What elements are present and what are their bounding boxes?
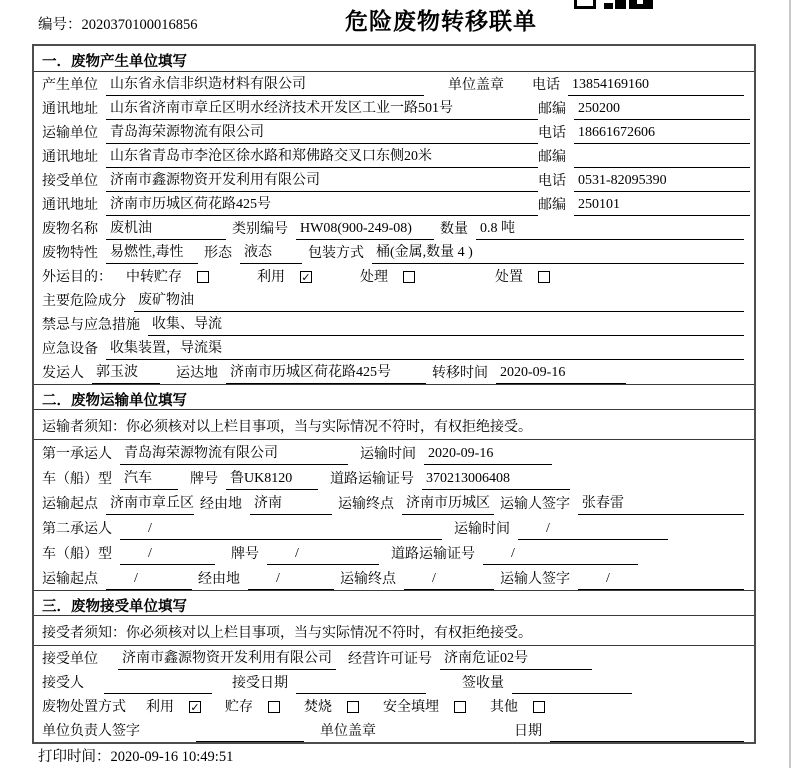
form-row-vehicle1 <box>34 465 754 490</box>
transporter-value: 青岛海荣源物流有限公司 <box>106 121 538 144</box>
form-row-transporter-address <box>34 144 754 168</box>
transport-time-label: 运输时间 <box>454 522 510 537</box>
road-license-label: 道路运输证号 <box>391 547 475 562</box>
print-time-line <box>38 745 233 766</box>
qr-block <box>615 0 626 9</box>
dispose-checkbox <box>538 271 550 283</box>
permit-value: 济南危证02号 <box>440 647 592 670</box>
form-row-receiver <box>34 168 754 192</box>
zip-label: 邮编 <box>538 102 566 117</box>
terminus-label: 运输终点 <box>340 572 396 587</box>
phone-label: 电话 <box>538 174 566 189</box>
transport-time2-value: / <box>518 521 668 540</box>
form-row-waste-property <box>34 240 754 264</box>
category-label: 类别编号 <box>232 222 288 237</box>
form-label: 形态 <box>204 246 232 261</box>
terminus-label: 运输终点 <box>338 497 394 512</box>
form-row-route1 <box>34 490 754 515</box>
origin-label: 运输起点 <box>42 497 98 512</box>
receiver-value: 济南市鑫源物资开发利用有限公司 <box>106 169 538 192</box>
receiver-zip-value: 250101 <box>574 197 750 216</box>
utilize-checkbox: ✓ <box>301 271 311 284</box>
road-license-label: 道路运输证号 <box>330 472 414 487</box>
origin2-value: / <box>106 571 192 590</box>
purpose-option-label: 处置 <box>495 270 523 285</box>
property-value: 易燃性,毒性 <box>106 241 198 264</box>
accept-date-value <box>296 676 426 694</box>
section-receiver <box>34 590 754 742</box>
via-label: 经由地 <box>198 572 240 587</box>
treat-checkbox <box>403 271 415 283</box>
accept-unit-value: 济南市鑫源物资开发利用有限公司 <box>118 647 336 670</box>
disposal-option-label: 焚烧 <box>304 700 332 715</box>
other-checkbox <box>533 701 545 713</box>
transfer-time-value: 2020-09-16 <box>496 365 626 384</box>
section3-heading: 三．废物接受单位填写 <box>34 590 754 616</box>
print-time-value: 2020-09-16 10:49:51 <box>110 749 234 765</box>
carrier-sign-label: 运输人签字 <box>500 572 570 587</box>
transfer-storage-checkbox <box>197 271 209 283</box>
unit-seal-label: 单位盖章 <box>448 78 504 93</box>
form-row-purpose <box>34 264 754 288</box>
form-row-transporter <box>34 120 754 144</box>
equipment-value: 收集装置，导流渠 <box>106 337 744 360</box>
carrier-sign-label: 运输人签字 <box>500 497 570 512</box>
address-label: 通讯地址 <box>42 198 98 213</box>
transporter-phone-value: 18661672606 <box>574 125 750 144</box>
equipment-label: 应急设备 <box>42 342 98 357</box>
section-transporter <box>34 384 754 590</box>
date-label: 日期 <box>514 724 542 739</box>
acceptor-value <box>104 676 212 694</box>
transporter-zip-value <box>574 150 750 168</box>
form-row-vehicle2 <box>34 540 754 565</box>
sign-qty-label: 签收量 <box>462 676 504 691</box>
form-row-carrier2 <box>34 515 754 540</box>
print-time-label: 打印时间： <box>38 749 111 765</box>
address-label: 通讯地址 <box>42 102 98 117</box>
disposal-label: 废物处置方式 <box>42 700 126 715</box>
form-row-disposal <box>34 694 754 718</box>
shipper-value: 郭玉波 <box>92 361 160 384</box>
head-sign-label: 单位负责人签字 <box>42 724 140 739</box>
disposal-option-label: 贮存 <box>225 700 253 715</box>
road-license2-value: / <box>483 546 638 565</box>
form-row-shipper <box>34 360 754 384</box>
emergency-value: 收集、导流 <box>148 313 744 336</box>
receiver-phone-value: 0531-82095390 <box>574 173 750 192</box>
purpose-label: 外运目的： <box>42 270 112 285</box>
receiver-label: 接受单位 <box>42 174 98 189</box>
plate-label: 牌号 <box>231 547 259 562</box>
plate1-value: 鲁UK8120 <box>226 467 318 490</box>
origin1-value: 济南市章丘区 <box>106 492 194 515</box>
address-label: 通讯地址 <box>42 150 98 165</box>
transporter-address-value: 山东省青岛市李沧区徐水路和郑佛路交叉口东侧20米 <box>106 145 538 168</box>
form-row-carrier1 <box>34 440 754 465</box>
generator-phone-value: 13854169160 <box>568 77 744 96</box>
qr-block <box>629 0 653 9</box>
transporter-notice: 运输者须知：你必须核对以上栏目事项，当与实际情况不符时，有权拒绝接受。 <box>34 410 754 440</box>
disposal-option-label: 安全填埋 <box>383 700 439 715</box>
carrier1-label: 第一承运人 <box>42 447 112 462</box>
form-row-generator-address <box>34 96 754 120</box>
phone-label: 电话 <box>538 126 566 141</box>
vehicle-label: 车（船）型 <box>42 547 112 562</box>
serial-value: 2020370100016856 <box>81 17 198 33</box>
form-row-accept-unit <box>34 646 754 670</box>
destination-value: 济南市历城区荷花路425号 <box>226 361 426 384</box>
unit-seal-label: 单位盖章 <box>320 724 376 739</box>
quantity-value: 0.8 吨 <box>476 217 744 240</box>
vehicle1-value: 汽车 <box>120 467 178 490</box>
storage-checkbox <box>268 701 280 713</box>
phone-label: 电话 <box>532 78 560 93</box>
carrier1-value: 青岛海荣源物流有限公司 <box>120 442 348 465</box>
transfer-form-table <box>32 44 756 744</box>
category-value: HW08(900-249-08) <box>296 221 434 240</box>
via-label: 经由地 <box>200 497 242 512</box>
page-title: 危险废物转移联单 <box>345 8 537 34</box>
generator-address-value: 山东省济南市章丘区明水经济技术开发区工业一路501号 <box>106 97 538 120</box>
plate-label: 牌号 <box>190 472 218 487</box>
vehicle2-value: / <box>120 546 215 565</box>
waste-name-label: 废物名称 <box>42 222 98 237</box>
receiver-address-value: 济南市历城区荷花路425号 <box>106 193 538 216</box>
purpose-option-label: 中转贮存 <box>126 270 182 285</box>
plate2-value: / <box>267 546 379 565</box>
quantity-label: 数量 <box>440 222 468 237</box>
qr-block <box>574 0 596 9</box>
shipper-label: 发运人 <box>42 366 84 381</box>
receiver-notice: 接受者须知：你必须核对以上栏目事项，当与实际情况不符时，有权拒绝接受。 <box>34 616 754 646</box>
disposal-option-label: 其他 <box>490 700 518 715</box>
form-row-receiver-address <box>34 192 754 216</box>
generator-zip-value: 250200 <box>574 101 750 120</box>
purpose-option-label: 处理 <box>360 270 388 285</box>
waste-name-value: 废机油 <box>106 217 226 240</box>
acceptor-label: 接受人 <box>42 676 84 691</box>
road-license1-value: 370213006408 <box>422 471 570 490</box>
destination-label: 运达地 <box>176 366 218 381</box>
landfill-checkbox <box>454 701 466 713</box>
terminus2-value: / <box>404 571 494 590</box>
qr-code-fragment <box>574 0 654 10</box>
section2-heading: 二．废物运输单位填写 <box>34 384 754 410</box>
serial-label: 编号： <box>38 17 82 33</box>
form-row-equipment <box>34 336 754 360</box>
transport-time1-value: 2020-09-16 <box>424 446 552 465</box>
hazard-label: 主要危险成分 <box>42 294 126 309</box>
via2-value: / <box>248 571 334 590</box>
qr-block <box>604 3 613 9</box>
purpose-option-label: 利用 <box>257 270 285 285</box>
form-row-emergency <box>34 312 754 336</box>
origin-label: 运输起点 <box>42 572 98 587</box>
form-row-waste-name <box>34 216 754 240</box>
carrier2-value: / <box>120 521 442 540</box>
head-sign-value <box>196 724 304 742</box>
page-edge-line <box>789 0 791 768</box>
vehicle-label: 车（船）型 <box>42 472 112 487</box>
property-label: 废物特性 <box>42 246 98 261</box>
packing-label: 包装方式 <box>308 246 364 261</box>
transfer-time-label: 转移时间 <box>432 366 488 381</box>
carrier-sign2-value: / <box>578 571 744 590</box>
zip-label: 邮编 <box>538 150 566 165</box>
incinerate-checkbox <box>347 701 359 713</box>
packing-value: 桶(金属,数量 4 ) <box>372 241 744 264</box>
utilize-checkbox: ✓ <box>190 701 200 714</box>
accept-unit-label: 接受单位 <box>42 652 98 667</box>
form-row-hazard <box>34 288 754 312</box>
form-row-head-sign <box>34 718 754 742</box>
section1-heading: 一．废物产生单位填写 <box>34 46 754 72</box>
form-row-acceptor <box>34 670 754 694</box>
date-value <box>550 724 744 742</box>
permit-label: 经营许可证号 <box>348 652 432 667</box>
form-value: 液态 <box>240 241 302 264</box>
section-generator <box>34 46 754 384</box>
disposal-option-label: 利用 <box>146 700 174 715</box>
emergency-label: 禁忌与应急措施 <box>42 318 140 333</box>
via1-value: 济南 <box>250 492 332 515</box>
form-row-generator <box>34 72 754 96</box>
carrier-sign1-value: 张春雷 <box>578 492 744 515</box>
carrier2-label: 第二承运人 <box>42 522 112 537</box>
hazard-value: 废矿物油 <box>134 289 744 312</box>
accept-date-label: 接受日期 <box>232 676 288 691</box>
generator-label: 产生单位 <box>42 78 98 93</box>
generator-value: 山东省永信非织造材料有限公司 <box>106 73 424 96</box>
zip-label: 邮编 <box>538 198 566 213</box>
transporter-label: 运输单位 <box>42 126 98 141</box>
transport-time-label: 运输时间 <box>360 447 416 462</box>
sign-qty-value <box>512 676 632 694</box>
form-row-route2 <box>34 565 754 590</box>
terminus1-value: 济南市历城区 <box>402 492 494 515</box>
